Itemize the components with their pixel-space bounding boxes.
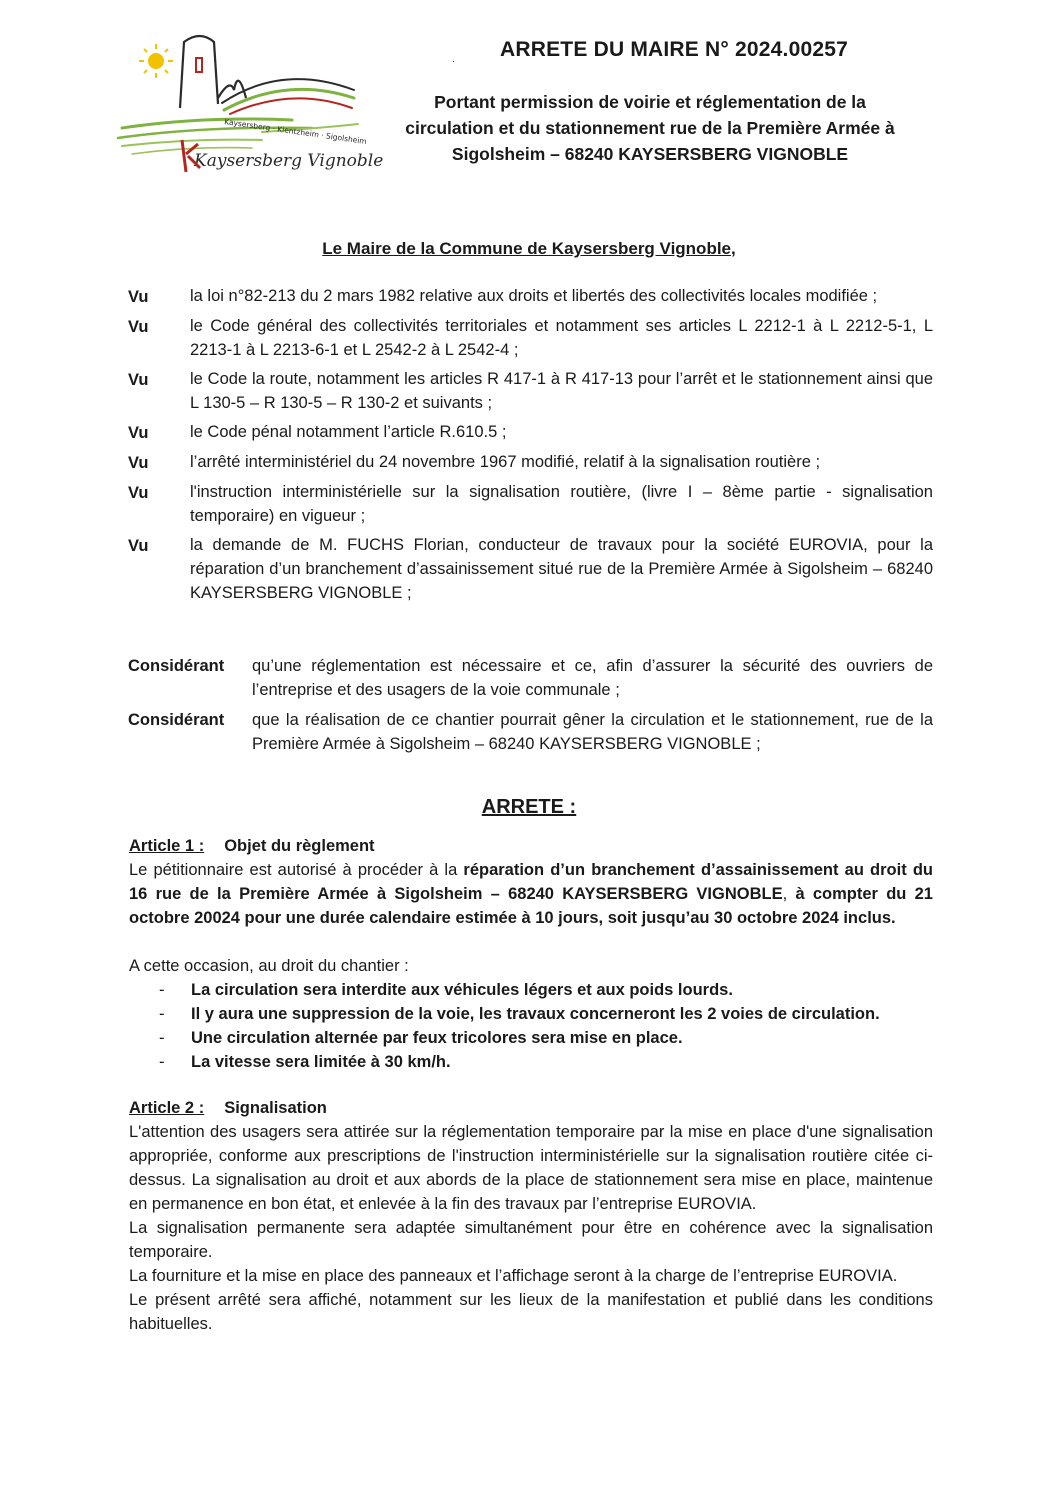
vu-label: Vu (128, 454, 149, 472)
considerant-item (128, 708, 933, 756)
vu-list (128, 284, 933, 610)
vu-item (128, 450, 933, 475)
considerant-text: que la réalisation de ce chantier pourrait gêner la circulation et le stationnement, rue de la Première Armée à Sigolsheim – 68240 KAYSERSBERG VIGNOBLE ; (252, 711, 933, 753)
subtitle-line: circulation et du stationnement rue de la Première Armée à (405, 118, 895, 138)
vu-text: le Code la route, notamment les articles R 417-1 à R 417-13 pour l’arrêt et le stationnement ainsi que L 130-5 – R 130-5 – R 130-2 et suivants ; (190, 370, 933, 412)
paragraph-text: Le pétitionnaire est autorisé à procéder à la (129, 861, 464, 879)
article-heading (129, 1096, 933, 1120)
list-item-text: Il y aura une suppression de la voie, les travaux concerneront les 2 voies de circulation. (191, 1005, 880, 1023)
article-paragraph: La signalisation permanente sera adaptée simultanément pour être en cohérence avec la signalisation temporaire. (129, 1219, 933, 1261)
considerant-label: Considérant (128, 711, 225, 729)
paragraph-bold-text: réparation d’un branchement d’assainissement au droit du 16 rue de la Première Armée à Sigolsheim – 68240 KAYSERSBERG VIGNOBLE (129, 861, 934, 903)
kaysersberg-vignoble-logo (112, 28, 384, 178)
list-item-text: La circulation sera interdite aux véhicules légers et aux poids lourds. (191, 981, 733, 999)
article-number: Article 1 : (129, 837, 205, 855)
considerant-text: qu’une réglementation est nécessaire et ce, afin d’assurer la sécurité des ouvriers de l’entreprise et des usagers de la voie communale ; (252, 657, 933, 699)
vu-text: la demande de M. FUCHS Florian, conducteur de travaux pour la société EUROVIA, pour la réparation d’un branchement d’assainissement situé rue de la Première Armée à Sigolsheim – 68240 KAYSERSBERG VIGNOBLE ; (190, 536, 933, 602)
paragraph-text: , (782, 885, 796, 903)
article-paragraph: L'attention des usagers sera attirée sur la réglementation temporaire par la mise en place d'une signalisation appropriée, conforme aux prescriptions de l'instruction interministérielle sur la signalisation routière citée ci-dessus. La signalisation au droit et aux abords de la place de stationnement sera mise en place, maintenue en permanence en bon état, et enlevée à la fin des travaux par l’entreprise EUROVIA. (129, 1123, 933, 1213)
logo-arc-text: Kaysersberg · Kientzheim · Sigolsheim (223, 117, 368, 146)
article-title: Objet du règlement (224, 837, 375, 855)
article-paragraph: La fourniture et la mise en place des panneaux et l’affichage seront à la charge de l’entreprise EUROVIA. (129, 1267, 898, 1285)
vu-item (128, 314, 933, 362)
considerant-list (128, 654, 933, 762)
logo-name-text: Kaysersberg Vignoble (194, 151, 384, 171)
considerant-label: Considérant (128, 657, 225, 675)
occasion-text: A cette occasion, au droit du chantier : (129, 957, 409, 975)
measures-list (129, 978, 933, 1074)
vu-label: Vu (128, 318, 149, 336)
vu-item (128, 367, 933, 415)
vu-item (128, 420, 933, 445)
vu-text: l’arrêté interministériel du 24 novembre 1967 modifié, relatif à la signalisation routière ; (190, 453, 821, 471)
list-item: - Il y aura une suppression de la voie, les travaux concerneront les 2 voies de circulation. (129, 1002, 933, 1026)
arrete-heading: ARRETE : (481, 796, 577, 818)
article-1 (129, 834, 933, 1074)
vu-text: le Code général des collectivités territoriales et notamment ses articles L 2212-1 à L 2212-5-1, L 2213-1 à L 2213-6-1 et L 2542-2 à L 2542-4 ; (190, 317, 933, 359)
list-item: - Une circulation alternée par feux tricolores sera mise en place. (129, 1026, 933, 1050)
article-heading (129, 834, 933, 858)
article-number: Article 2 : (129, 1099, 205, 1117)
subtitle-line: Portant permission de voirie et réglementation de la (434, 92, 866, 112)
article-paragraph: Le présent arrêté sera affiché, notamment sur les lieux de la manifestation et publié dans les conditions habituelles. (129, 1291, 933, 1333)
vu-item (128, 533, 933, 605)
vu-label: Vu (128, 484, 149, 502)
article-paragraph (129, 858, 933, 930)
article-title: Signalisation (224, 1099, 327, 1117)
logo-graphic (112, 28, 384, 178)
list-item-text: Une circulation alternée par feux tricolores sera mise en place. (191, 1029, 683, 1047)
decree-title: ARRETE DU MAIRE N° 2024.00257 (500, 38, 848, 61)
vu-label: Vu (128, 288, 149, 306)
considerant-item (128, 654, 933, 702)
vu-label: Vu (128, 424, 149, 442)
header-dot: . (452, 54, 455, 65)
list-item-text: La vitesse sera limitée à 30 km/h. (191, 1053, 451, 1071)
subtitle-line: Sigolsheim – 68240 KAYSERSBERG VIGNOBLE (451, 144, 849, 164)
vu-label: Vu (128, 371, 149, 389)
sun-icon (139, 44, 173, 78)
vineyard-hills (118, 79, 358, 154)
vu-item (128, 480, 933, 528)
list-item: - La circulation sera interdite aux véhicules légers et aux poids lourds. (129, 978, 933, 1002)
paragraph-bold-text: à compter du 21 octobre 20024 pour une durée calendaire estimée à 10 jours, soit jusqu’au 30 octobre 2024 inclus. (129, 885, 933, 927)
vu-text: le Code pénal notamment l’article R.610.5 ; (190, 423, 507, 441)
list-item: - La vitesse sera limitée à 30 km/h. (129, 1050, 933, 1074)
vu-text: l'instruction interministérielle sur la signalisation routière, (livre I – 8ème partie - signalisation temporaire) en vigueur ; (190, 483, 933, 525)
vu-label: Vu (128, 537, 149, 555)
mayor-heading: Le Maire de la Commune de Kaysersberg Vignoble, (322, 239, 736, 258)
article-2 (129, 1096, 933, 1336)
vu-item (128, 284, 933, 309)
vu-text: la loi n°82-213 du 2 mars 1982 relative aux droits et libertés des collectivités locales modifiée ; (190, 287, 878, 305)
decree-subtitle (380, 89, 920, 167)
tower-icon (180, 36, 246, 108)
